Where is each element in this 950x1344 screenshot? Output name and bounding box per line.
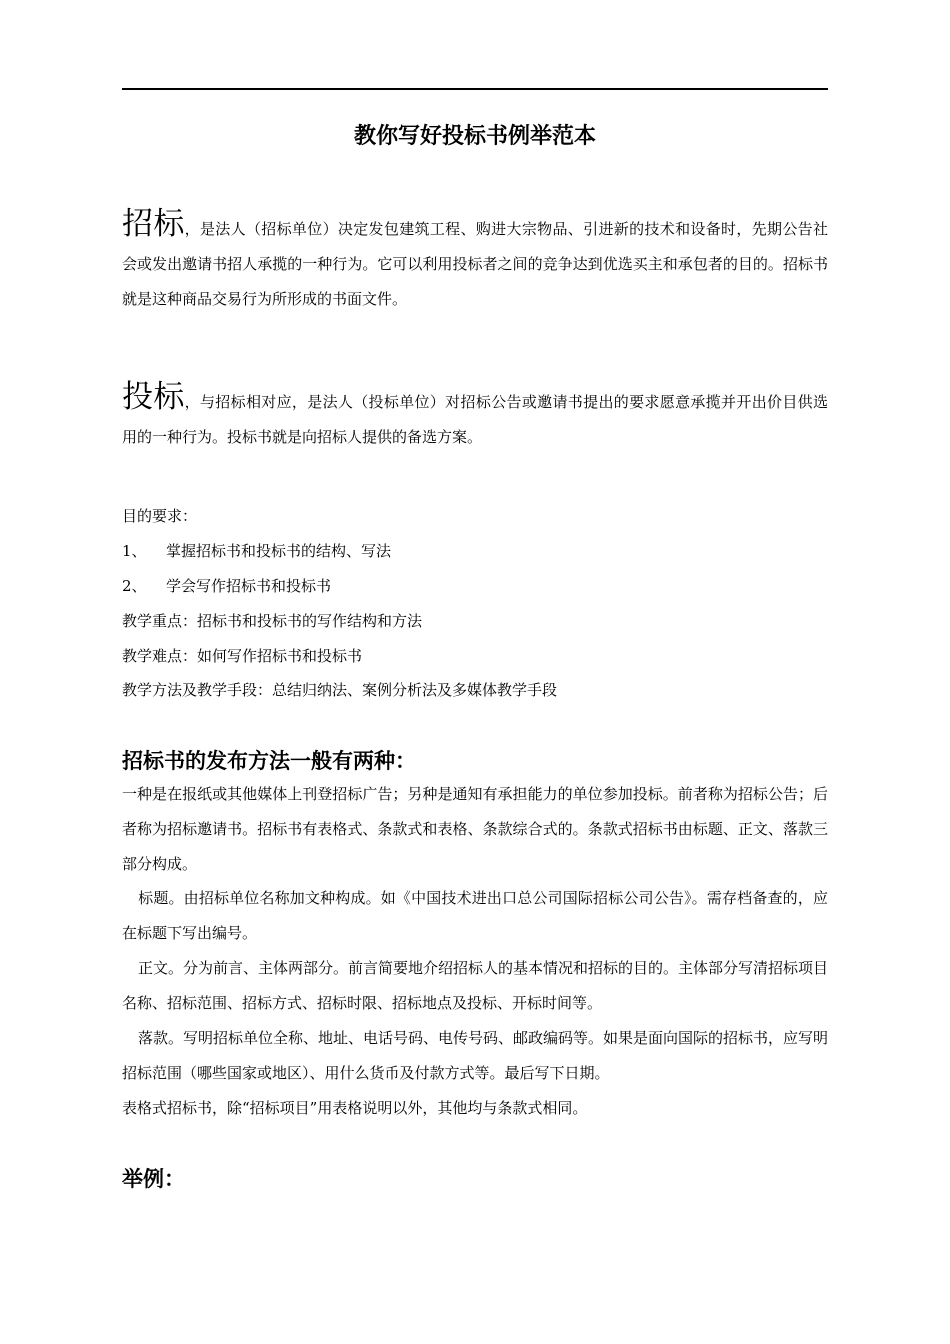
teaching-method: 教学方法及教学手段：总结归纳法、案例分析法及多媒体教学手段 bbox=[122, 681, 558, 699]
paragraph-tender-text: ，是法人（招标单位）决定发包建筑工程、购进大宗物品、引进新的技术和设备时，先期公告社会或发出邀请书招人承揽的一种行为。它可以利用投标者之间的竞争达到优选买主和承包者的目的。招标书就是这种商品交易行为所形成的书面文件。 bbox=[122, 220, 828, 308]
goal-number: 2、 bbox=[122, 577, 147, 595]
paragraph-signature-section-text: 落款。写明招标单位全称、地址、电话号码、电传号码、邮政编码等。如果是面向国际的招标书，应写明招标范围（哪些国家或地区）、用什么货币及付款方式等。最后写下日期。 bbox=[122, 1029, 829, 1082]
goal-number: 1、 bbox=[122, 542, 147, 560]
paragraph-title-section-text: 标题。由招标单位名称加文种构成。如《中国技术进出口总公司国际招标公司公告》。需存档备查的，应在标题下写出编号。 bbox=[122, 889, 828, 942]
paragraph-signature-section bbox=[122, 1021, 828, 1091]
paragraph-publish: 一种是在报纸或其他媒体上刊登招标广告；另种是通知有承担能力的单位参加投标。前者称为招标公告；后者称为招标邀请书。招标书有表格式、条款式和表格、条款综合式的。条款式招标书由标题、正文、落款三部分构成。 bbox=[122, 785, 828, 873]
goal-item bbox=[122, 540, 828, 562]
heading-example: 举例： bbox=[122, 1166, 185, 1191]
heading-publish-methods: 招标书的发布方法一般有两种： bbox=[122, 748, 416, 773]
lead-word-tender: 招标 bbox=[122, 206, 185, 242]
goal-text: 学会写作招标书和投标书 bbox=[166, 577, 332, 595]
lead-word-bid: 投标 bbox=[122, 379, 185, 415]
goal-label: 目的要求： bbox=[122, 507, 198, 525]
header-rule bbox=[122, 88, 828, 90]
teaching-focus: 教学重点：招标书和投标书的写作结构和方法 bbox=[122, 612, 423, 630]
paragraph-table-format: 表格式招标书，除“招标项目”用表格说明以外，其他均与条款式相同。 bbox=[122, 1099, 588, 1117]
teaching-difficulty: 教学难点：如何写作招标书和投标书 bbox=[122, 647, 363, 665]
goal-item bbox=[122, 575, 828, 597]
paragraph-bid-text: ，与招标相对应，是法人（投标单位）对招标公告或邀请书提出的要求愿意承揽并开出价目供选用的一种行为。投标书就是向招标人提供的备选方案。 bbox=[122, 393, 828, 446]
goal-text: 掌握招标书和投标书的结构、写法 bbox=[166, 542, 392, 560]
paragraph-title-section bbox=[122, 881, 828, 951]
paragraph-tender bbox=[122, 207, 828, 317]
paragraph-body-section bbox=[122, 951, 828, 1021]
paragraph-body-section-text: 正文。分为前言、主体两部分。前言简要地介绍招标人的基本情况和招标的目的。主体部分写清招标项目名称、招标范围、招标方式、招标时限、招标地点及投标、开标时间等。 bbox=[122, 959, 829, 1012]
document-title: 教你写好投标书例举范本 bbox=[353, 123, 596, 149]
paragraph-bid bbox=[122, 380, 828, 455]
